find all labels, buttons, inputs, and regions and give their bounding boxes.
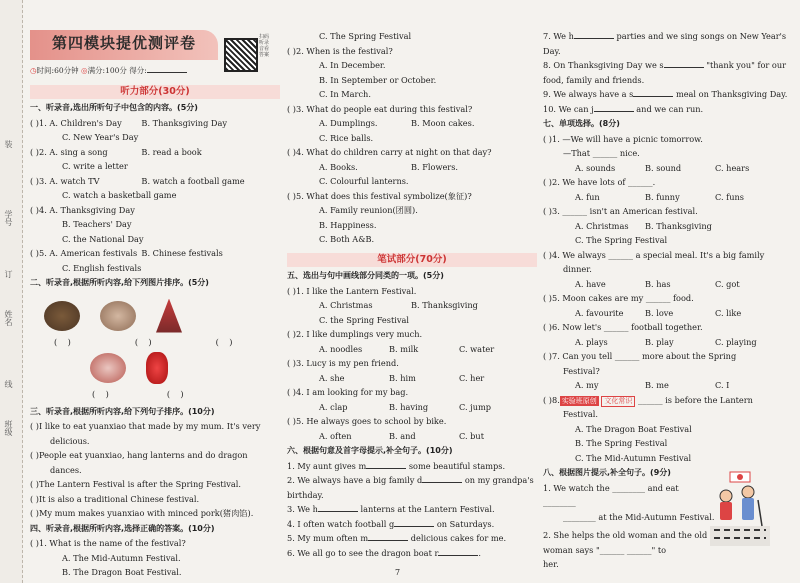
- qr-caption: 扫码听录音看答案: [259, 34, 270, 58]
- q7-item: ( )2. We have lots of ______.: [543, 177, 656, 187]
- q6-item: 7. We h parties and we sing songs on New Year's: [543, 31, 787, 41]
- title-banner: [30, 30, 218, 60]
- q1-option: C. the National Day: [62, 233, 144, 244]
- q1-item: ( )5. A. American festivals B. Chinese festivals: [30, 248, 223, 258]
- q4-options: A. Books. B. Flowers.: [319, 161, 459, 172]
- fold-char: 线: [4, 380, 13, 388]
- lantern-picture: [146, 352, 168, 384]
- q4-option: C. Both A&B.: [319, 234, 375, 244]
- q7-item: ( )5. Moon cakes are my ______ food.: [543, 293, 694, 303]
- q4-item: ( )5. What does this festival symbolize(象征)?: [287, 190, 472, 201]
- exam-info: ◷时间:60分钟 ◎满分:100分 得分:: [30, 63, 280, 79]
- q5-item: ( )1. I like the Lantern Festival.: [287, 285, 417, 296]
- q5-item: ( )5. He always goes to school by bike.: [287, 416, 447, 426]
- q6-item-cont: Day.: [543, 45, 561, 56]
- q7-item: ( )8. 实验班原创 文化常识 ______ is before the Lantern: [543, 394, 753, 405]
- answer-blank[interactable]: ( ): [134, 336, 152, 347]
- festival-pictures-row: [44, 297, 280, 335]
- column-middle: C. The Spring Festival ( )2. When is the festival? A. In December. B. In September or October. C. In March. ( )3. What do people eat during this festival? A. Dumplings. B. Moon cakes. C. Rice balls. ( )4. What do children carry at night on that day? A. Books. B. Flowers. C. Colourful lanterns. ( )5. What does this festival symbolize(象征)? A. Family reunion(团圆). B. Happiness. C. Both A&B. 笔试部分(70分) 五、选出与句中画线部分同类的一项。(5分) ( )1. I like the Lantern Festival. A. Christmas B. Thanksgiving C. the Spring Festival ( )2. I like dumplings very much. A. noodles B. milk C. water ( )3. Lucy is my pen friend. A. she B. him C. her ( )4. I am looking for my bag. A. clap B. having C. jump ( )5. He always goes to school by bike. A. often B. and C. but 六、根据句意及首字母提示,补全句子。(10分) 1. My aunt gives m some beautiful stamps. 2. We always have a big family d on my grandpa's birthday. 3. We h lanterns at the Lantern Festival. 4. I often watch football g on Saturdays. 5. My mum often m delicious cakes for me. 6. We all go to see the dragon boat r .: [287, 29, 537, 560]
- dumplings-picture: [44, 301, 80, 331]
- q7-item: ( )3. ______ isn't an American festival.: [543, 206, 698, 216]
- q8-heading: 八、根据图片提示,补全句子。(9分): [543, 468, 671, 477]
- q5-item: ( )4. I am looking for my bag.: [287, 387, 409, 397]
- helping-old-woman-illustration: [708, 470, 772, 550]
- q1-item: ( )1. A. Children's Day B. Thanksgiving Day: [30, 117, 227, 128]
- q6-heading: 六、根据句意及首字母提示,补全句子。(10分): [287, 446, 453, 455]
- q1-option: C. English festivals: [62, 262, 142, 273]
- name-label: 姓名: [4, 310, 13, 326]
- fold-char: 订: [4, 270, 13, 278]
- answer-blank[interactable]: ( ): [92, 388, 109, 399]
- binding-margin: [0, 0, 23, 583]
- q5-heading: 五、选出与句中画线部分同类的一项。(5分): [287, 271, 444, 280]
- page-number: 7: [395, 568, 401, 577]
- q2-heading: 二、听录音,根据所听内容,给下列图片排序。(5分): [30, 278, 209, 287]
- class-label: 班级: [4, 420, 13, 436]
- q8-item: 1. We watch the ________ and eat ________: [543, 482, 679, 507]
- q6-item: 4. I often watch football g on Saturdays.: [287, 518, 495, 529]
- q6-item-cont: food, family and friends.: [543, 74, 645, 85]
- q4-options: A. Dumplings. B. Moon cakes.: [319, 118, 475, 128]
- q7-item: ( )6. Now let's ______ football together.: [543, 322, 703, 332]
- q4-option: A. In December.: [319, 60, 386, 70]
- festival-pictures-row: [90, 349, 280, 387]
- q6-item: 1. My aunt gives m some beautiful stamps.: [287, 460, 506, 471]
- q1-option: C. write a letter: [62, 161, 128, 171]
- q6-item: 9. We always have a s meal on Thanksgiving Day.: [543, 89, 788, 99]
- clock-icon: ◷: [30, 66, 37, 75]
- score-icon: ◎: [81, 66, 88, 75]
- q3-item-cont: delicious.: [50, 435, 90, 446]
- q8-item: 2. She helps the old woman and the old: [543, 530, 708, 540]
- q3-item: ( )The Lantern Festival is after the Spring Festival.: [30, 479, 242, 489]
- mooncake-picture: [100, 301, 136, 331]
- q1-item: ( )2. A. sing a song B. read a book: [30, 146, 202, 157]
- listening-section-title: 听力部分(30分): [30, 85, 280, 100]
- q4-option: C. The Spring Festival: [319, 31, 412, 41]
- q4-option: A. Family reunion(团圆).: [319, 205, 418, 215]
- dish-picture: [90, 353, 126, 383]
- q4-item: ( )1. What is the name of the festival?: [30, 538, 186, 548]
- q6-item: 2. We always have a big family d on my grandpa's: [287, 475, 534, 485]
- christmas-tree-picture: [156, 299, 182, 333]
- score-blank[interactable]: [147, 63, 187, 73]
- student-id-label: 学号: [4, 210, 13, 226]
- q6-item: 6. We all go to see the dragon boat r .: [287, 547, 481, 558]
- q6-item: 5. My mum often m delicious cakes for me.: [287, 533, 507, 543]
- q4-option: C. Rice balls.: [319, 132, 374, 143]
- fold-char: 装: [4, 140, 13, 148]
- q3-item: ( )My mum makes yuanxiao with minced pork(猪肉馅).: [30, 508, 254, 518]
- q6-item: 3. We h lanterns at the Lantern Festival.: [287, 504, 495, 514]
- q5-item: ( )2. I like dumplings very much.: [287, 329, 423, 339]
- q1-item: ( )3. A. watch TV B. watch a football game: [30, 175, 245, 186]
- q4-option: B. Happiness.: [319, 219, 377, 230]
- q1-heading: 一、听录音,选出所听句子中包含的内容。(5分): [30, 103, 198, 112]
- q3-item: ( )It is also a traditional Chinese festival.: [30, 493, 200, 504]
- q3-heading: 三、听录音,根据所听内容,给下列句子排序。(10分): [30, 406, 215, 416]
- q4-option: B. In September or October.: [319, 74, 437, 85]
- q7-heading: 七、单项选择。(8分): [543, 119, 620, 128]
- q7-item: ( )1. —We will have a picnic tomorrow.: [543, 133, 703, 144]
- culture-tag: 文化常识: [601, 396, 635, 407]
- q4-item: ( )4. What do children carry at night on that day?: [287, 147, 492, 157]
- q3-item: ( )People eat yuanxiao, hang lanterns and do dragon: [30, 450, 248, 460]
- column-right: 7. We h parties and we sing songs on New Year's Day. 8. On Thanksgiving Day we s "thank you" for our food, family and friends. 9. We always have a s meal on Thanksgiving Day. 10. We can j and we can run. 七、单项选择。(8分) ( )1. —We will have a picnic tomorrow. —That ______ nice. A. sounds B. sound C. hears ( )2. We have lots of ______. A. fun B. funny C. funs ( )3. ______ isn't an American festival. A. Christmas B. Thanksgiving C. The Spring Festival ( )4. We always ______ a special meal. It's a big family dinner. A. have B. has C. got ( )5. Moon cakes are my ______ food. A. favourite B. love C. like ( )6. Now let's ______ football together. A. plays B. play C. playing ( )7. Can you tell ______ more about the Spring Festival? A. my B. me C. I ( )8. 实验班原创 文化常识 ______ is before the Lantern Festival. A. The Dragon Boat Festival B. The Spring Festival C. The Mid-Autumn Festival 八、根据图片提示,补全句子。(9分) 1. We watch the ________ and eat ________ ________ at the Mid-Autumn Festival. 2. She helps the old woman and the old woman says "______ ______" to her.: [543, 29, 793, 572]
- q4-option: B. The Dragon Boat Festival.: [62, 567, 182, 577]
- q4-option: C. In March.: [319, 89, 371, 99]
- q1-option: C. watch a basketball game: [62, 190, 177, 200]
- q7-item: ( )7. Can you tell ______ more about the Spring: [543, 351, 737, 361]
- q6-item: 8. On Thanksgiving Day we s "thank you" for our: [543, 60, 787, 70]
- answer-blank[interactable]: ( ): [215, 336, 233, 347]
- original-tag: 实验班原创: [561, 396, 597, 405]
- q1-item: ( )4. A. Thanksgiving Day: [30, 204, 135, 215]
- q6-item: 10. We can j and we can run.: [543, 103, 704, 114]
- q4-option: C. Colourful lanterns.: [319, 176, 409, 186]
- answer-blank[interactable]: ( ): [166, 388, 184, 399]
- q4-item: ( )2. When is the festival?: [287, 45, 393, 56]
- q4-heading: 四、听录音,根据所听内容,选择正确的答案。(10分): [30, 523, 215, 533]
- q4-option: A. The Mid-Autumn Festival.: [62, 552, 181, 563]
- answer-blank[interactable]: ( ): [54, 336, 71, 347]
- page-title: 第四模块提优测评卷: [52, 34, 197, 52]
- q4-item: ( )3. What do people eat during this festival?: [287, 103, 473, 114]
- q1-option: C. New Year's Day: [62, 132, 139, 142]
- qr-code-icon[interactable]: [224, 38, 258, 72]
- q7-item: ( )4. We always ______ a special meal. It's a big family: [543, 249, 765, 260]
- written-section-title: 笔试部分(70分): [287, 253, 537, 268]
- q6-item: birthday.: [287, 489, 324, 500]
- q3-item: ( )I like to eat yuanxiao that made by my mum. It's very: [30, 421, 261, 431]
- q3-item-cont: dances.: [50, 464, 82, 475]
- q1-option: B. Teachers' Day: [62, 219, 132, 229]
- column-left: [30, 0, 280, 580]
- q5-item: ( )3. Lucy is my pen friend.: [287, 358, 399, 368]
